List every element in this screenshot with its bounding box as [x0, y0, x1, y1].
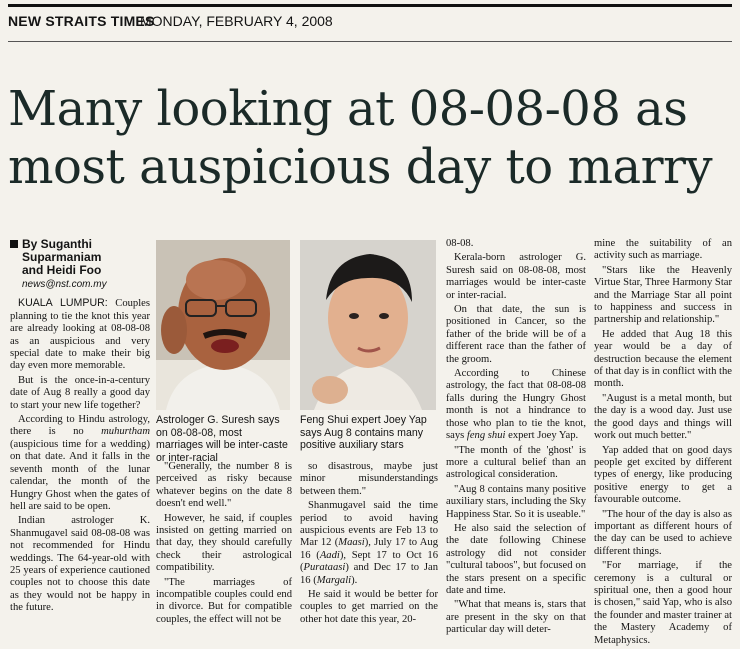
paragraph: On that date, the sun is positioned in Cancer, so the father of the bride will be of a different race than the father of the groom.: [446, 304, 586, 365]
masthead-rule: [8, 41, 732, 42]
paragraph: Shanmugavel said the time period to avoid having auspicious events are Feb 13 to Mar 12 (Maasi), July 17 to Aug 16 (Aadi), Sept 17 to Oct 16 (Purataasi) and Dec 17 to Jan 16 (Margali).: [300, 500, 438, 586]
paragraph: But is the once-in-a-century date of Aug 8 really a good day to start your new life together?: [10, 374, 150, 411]
paragraph: He added that Aug 18 this year would be a day of destruction because the element of that day is in conflict with the month.: [594, 328, 732, 390]
photo-caption-1: Astrologer G. Suresh says on 08-08-08, most marriages will be inter-caste or inter-racial: [156, 414, 288, 464]
paragraph: According to Chinese astrology, the fact that 08-08-08 falls during the Hungry Ghost month is not a hindrance to those who plan to tie the knot, says feng shui expert Joey Yap.: [446, 368, 586, 442]
paragraph: According to Hindu astrology, there is no muhurtham (auspicious time for a wedding) on that date. And it falls in the seventh month of the lunar calendar, the month of the Hungry Ghost when the gates of hell are said to be open.: [10, 414, 150, 512]
paragraph: "The hour of the day is also as important as different hours of the day can be used to achieve different things.: [594, 508, 732, 557]
paragraph: "What that means is, stars that are present in the sky on that particular day will deter-: [446, 599, 586, 636]
publication-date: MONDAY, FEBRUARY 4, 2008: [140, 13, 333, 29]
column-5: [594, 238, 732, 649]
column-1: [10, 238, 150, 617]
paragraph: "August is a metal month, but the day is a wood day. Just use the good days and things will work out much better.": [594, 392, 732, 442]
paragraph: "The marriages of incompatible couples could end in divorce. But for compatible couples, the effect will not be: [156, 576, 292, 625]
paragraph: "Stars like the Heavenly Virtue Star, Three Harmony Star and the Marriage Star all point to happiness and success in partnership and relationship.": [594, 264, 732, 326]
paragraph: He also said the selection of the date following Chinese astrology did not consider "cultural taboos", but focused on the stars present on a specific date and time.: [446, 522, 586, 596]
paragraph: "Generally, the number 8 is perceived as risky because whatever begins on the date 8 doesn't end well.": [156, 461, 292, 510]
paragraph: Kerala-born astrologer G. Suresh said on 08-08-08, most marriages would be inter-caste or inter-racial.: [446, 252, 586, 301]
masthead: [8, 4, 732, 39]
column-3: [300, 461, 438, 628]
byline-line-3: and Heidi Foo: [22, 263, 102, 277]
dateline: KUALA LUMPUR:: [18, 297, 108, 310]
paragraph: mine the suitability of an activity such as marriage.: [594, 238, 732, 262]
paragraph: Indian astrologer K. Shanmugavel said 08-08-08 was not recommended for Hindu weddings. The 64-year-old with 25 years of experience cautioned couples not to choose this date as they would not be happy in the future.: [10, 515, 150, 614]
byline-square-icon: [10, 240, 18, 248]
portrait-young-man: [300, 240, 436, 410]
publication-name: NEW STRAITS TIMES: [8, 13, 155, 29]
paragraph: KUALA LUMPUR: Couples planning to tie the knot this year are already looking at 08-08-08 as an auspicious and very special date to make their big day even more memorable.: [10, 297, 150, 372]
byline-line-1: By Suganthi: [22, 237, 93, 251]
paragraph: He said it would be better for couples to get married on the other hot date this year, 20-: [300, 589, 438, 625]
paragraph: However, he said, if couples insisted on getting married on that day, they should carefully check their astrological compatibility.: [156, 512, 292, 574]
paragraph: Yap added that on good days people get excited by different types of energy, like producing positive energy to get a favourable outcome.: [594, 444, 732, 506]
paragraph: "The month of the 'ghost' is more a cultural belief than an astrological consideration.: [446, 444, 586, 481]
photo-joey-yap: [300, 240, 436, 410]
portrait-man-glasses: [156, 240, 290, 410]
photo-caption-2: Feng Shui expert Joey Yap says Aug 8 contains many positive auxiliary stars: [300, 414, 427, 452]
photo-astrologer-suresh: [156, 240, 290, 410]
paragraph: 08-08.: [446, 238, 474, 249]
paragraph: "For marriage, if the ceremony is a cultural or spiritual one, then a good hour is chosen," said Yap, who is also the founder and master trainer at the Mastery Academy of Metaphysics.: [594, 560, 732, 646]
headline-line-2: most auspicious day to marry: [8, 139, 713, 195]
column-2: [156, 461, 292, 628]
byline-line-2: Suparmaniam: [22, 250, 102, 264]
byline: [10, 238, 150, 277]
author-email: news@nst.com.my: [22, 279, 107, 290]
column-4: [446, 238, 586, 639]
headline-line-1: Many looking at 08-08-08 as: [8, 81, 688, 137]
paragraph: so disastrous, maybe just minor misunderstandings between them.": [300, 461, 438, 497]
paragraph: "Aug 8 contains many positive auxiliary stars, including the Sky Happiness Star. So it is useable.": [446, 483, 586, 520]
headline: [8, 80, 732, 196]
